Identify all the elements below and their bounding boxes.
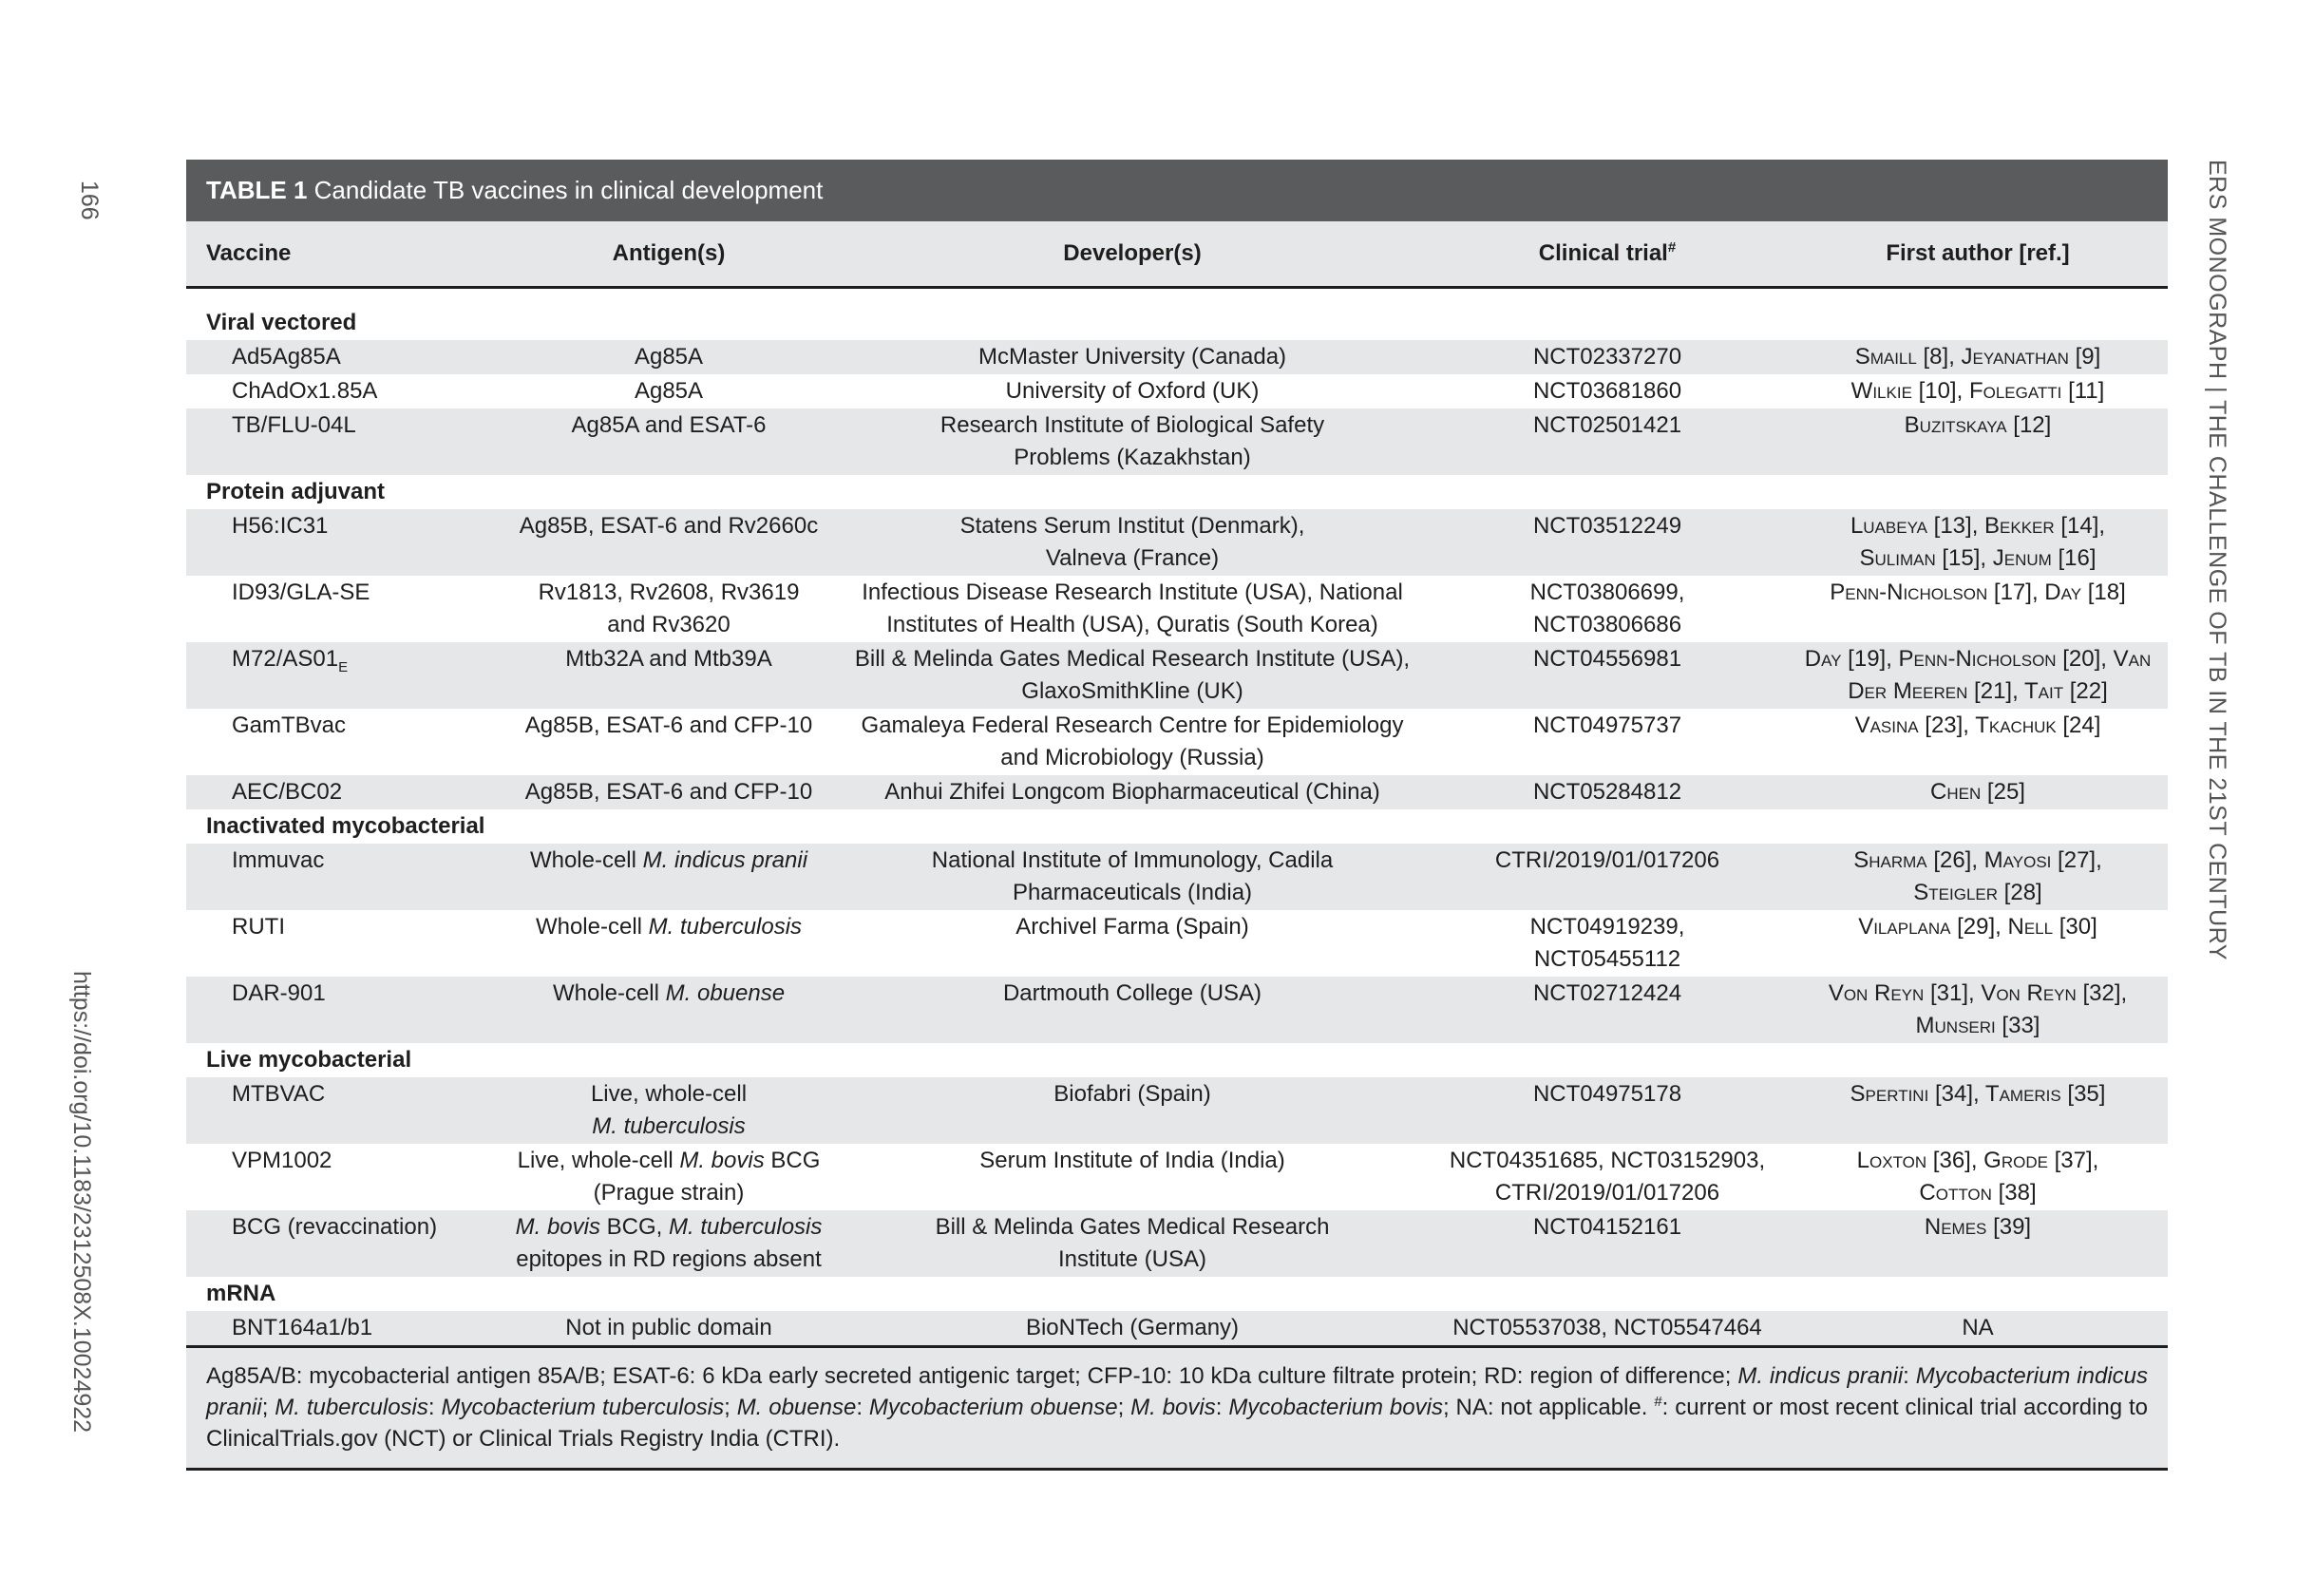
cell-antigen [500,1144,838,1210]
cell-antigen: Ag85B, ESAT-6 and CFP-10 [500,775,838,809]
table-row [186,1311,2168,1347]
cell-trial: NCT04152161 [1427,1210,1788,1277]
cell-antigen [500,1077,838,1144]
cell-developer: Dartmouth College (USA) [838,977,1427,1043]
cell-developer: National Institute of Immunology, Cadila Pharmaceuticals (India) [838,844,1427,910]
section-title: Viral vectored [206,310,357,335]
cell-developer: Bill & Melinda Gates Medical Research Institute (USA) [838,1210,1427,1277]
footnote-text: ; [724,1395,737,1420]
antigen-text: Whole-cell [529,847,643,873]
cell-vaccine: BCG (revaccination) [186,1210,500,1277]
antigen-text: Whole-cell [535,914,649,940]
antigen-species: M. bovis [679,1148,765,1173]
table-row [186,576,2168,642]
table-row [186,977,2168,1043]
cell-author: Penn-Nicholson [17], Day [18] [1830,580,2126,605]
antigen-species: M. tuberculosis [592,1113,746,1139]
table-footnote [186,1348,2168,1471]
cell-author: Smaill [8], Jeyanathan [9] [1788,340,2168,374]
cell-antigen: Rv1813, Rv2608, Rv3619 and Rv3620 [538,580,800,637]
vaccine-subscript: E [338,658,349,675]
header-author: First author [ref.] [1788,221,2168,288]
cell-author: Spertini [34], Tameris [35] [1788,1077,2168,1144]
cell-author: Vilaplana [29], Nell [30] [1858,914,2097,940]
cell-vaccine: TB/FLU-04L [186,408,500,475]
cell-antigen [500,910,838,977]
cell-developer: Anhui Zhifei Longcom Biopharmaceutical (China) [838,775,1427,809]
cell-developer: McMaster University (Canada) [838,340,1427,374]
cell-vaccine: MTBVAC [186,1077,500,1144]
doi-link[interactable]: https://doi.org/10.1183/2312508X.10024922 [68,971,95,1434]
section-title: Protein adjuvant [206,479,386,504]
section-row [186,306,2168,340]
cell-developer: Bill & Melinda Gates Medical Research Institute (USA), GlaxoSmithKline (UK) [838,642,1427,709]
header-vaccine: Vaccine [186,221,500,288]
page-number: 166 [76,180,103,220]
section-title: Live mycobacterial [206,1047,412,1073]
footnote-text: : [1903,1363,1916,1389]
antigen-line-2: epitopes in RD regions absent [516,1246,822,1272]
cell-antigen: Ag85A [500,340,838,374]
cell-antigen: Ag85B, ESAT-6 and Rv2660c [500,509,838,576]
cell-antigen: Ag85A and ESAT-6 [500,408,838,475]
cell-vaccine: Immuvac [186,844,500,910]
section-title: mRNA [206,1281,276,1306]
table-row [186,844,2168,910]
antigen-text: Whole-cell [552,980,666,1006]
cell-author: Loxton [36], Grode [37], Cotton [38] [1856,1148,2099,1206]
cell-vaccine: GamTBvac [232,712,347,738]
cell-vaccine: Ad5Ag85A [186,340,500,374]
antigen-species: M. tuberculosis [648,914,803,940]
cell-antigen [500,844,838,910]
cell-antigen: Mtb32A and Mtb39A [500,642,838,709]
table-header-row [186,221,2168,288]
cell-vaccine: DAR-901 [186,977,500,1043]
cell-author: Day [19], Penn-Nicholson [20], Van Der Meeren [21], Tait [22] [1788,642,2168,709]
cell-trial: NCT02501421 [1427,408,1788,475]
table-row [186,642,2168,709]
cell-trial: CTRI/2019/01/017206 [1427,844,1788,910]
antigen-line [507,1211,830,1244]
section-row [186,809,2168,844]
antigen-text: BCG, [599,1214,669,1240]
antigen-species: M. bovis [515,1214,600,1240]
cell-antigen [500,1210,838,1277]
trial-line-2: CTRI/2019/01/017206 [1494,1180,1720,1206]
cell-vaccine: ID93/GLA-SE [232,580,370,605]
cell-author: Vasina [23], Tkachuk [24] [1854,712,2101,738]
footnote-text: ; [261,1395,275,1420]
cell-vaccine: BNT164a1/b1 [186,1311,500,1347]
cell-developer: Archivel Farma (Spain) [1015,914,1249,940]
header-antigens: Antigen(s) [500,221,838,288]
antigen-line-2: (Prague strain) [593,1180,745,1206]
cell-trial: NCT05537038, NCT05547464 [1427,1311,1788,1347]
table-title: Candidate TB vaccines in clinical development [313,176,824,204]
cell-trial: NCT02712424 [1427,977,1788,1043]
footnote-italic: M. indicus pranii [1737,1363,1904,1389]
header-developers: Developer(s) [838,221,1427,288]
vaccine-table [186,221,2168,1348]
cell-trial: NCT05284812 [1427,775,1788,809]
cell-author: Wilkie [10], Folegatti [11] [1850,378,2105,404]
cell-trial: NCT02337270 [1427,340,1788,374]
table-row [186,340,2168,374]
cell-developer: Gamaleya Federal Research Centre for Epidemiology and Microbiology (Russia) [861,712,1404,770]
table-row [186,1210,2168,1277]
table-row [186,408,2168,475]
cell-author: Von Reyn [31], Von Reyn [32], Munseri [33] [1788,977,2168,1043]
footnote-text: Ag85A/B: mycobacterial antigen 85A/B; ESAT-6: 6 kDa early secreted antigenic target; CFP-10: 10 kDa culture filtrate protein; RD: region of difference; [206,1363,1738,1389]
cell-antigen: Ag85A [634,378,704,404]
antigen-species: M. obuense [665,980,786,1006]
footnote-text: : [1215,1395,1229,1420]
antigen-text: Live, whole-cell [517,1148,680,1173]
footnote-text: ; [1117,1395,1131,1420]
section-row [186,1277,2168,1311]
cell-developer: Research Institute of Biological Safety Problems (Kazakhstan) [838,408,1427,475]
footnote-mark: # [1654,1394,1662,1410]
antigen-line [507,1145,830,1177]
footnote-italic: Mycobacterium tuberculosis [441,1395,725,1420]
cell-antigen [500,977,838,1043]
table-caption [186,160,2168,221]
cell-developer: Biofabri (Spain) [838,1077,1427,1144]
cell-trial: NCT04975178 [1427,1077,1788,1144]
antigen-line: Live, whole-cell [590,1081,748,1107]
cell-trial: NCT04919239, NCT05455112 [1529,914,1685,972]
cell-developer: BioNTech (Germany) [838,1311,1427,1347]
cell-developer: University of Oxford (UK) [1005,378,1260,404]
header-trial-label: Clinical trial [1538,240,1668,266]
cell-developer: Serum Institute of India (India) [979,1148,1285,1173]
cell-trial: NCT04975737 [1532,712,1682,738]
footnote-italic: Mycobacterium indicus pranii [206,1363,2149,1420]
table-row [186,509,2168,576]
antigen-species-2: M. tuberculosis [668,1214,823,1240]
section-row [186,1043,2168,1077]
antigen-text-rest: BCG [764,1148,821,1173]
section-title: Inactivated mycobacterial [206,813,485,839]
footnote-italic: M. obuense [736,1395,857,1420]
cell-antigen: Not in public domain [500,1311,838,1347]
cell-author: Nemes [39] [1788,1210,2168,1277]
cell-trial [1427,1144,1788,1210]
section-row [186,475,2168,509]
footnote-italic: Mycobacterium bovis [1228,1395,1443,1420]
cell-vaccine: RUTI [232,914,285,940]
table-label: TABLE 1 [206,176,308,204]
table-container [186,160,2168,1471]
footnote-text: : [856,1395,869,1420]
cell-antigen: Ag85B, ESAT-6 and CFP-10 [524,712,813,738]
cell-vaccine: ChAdOx1.85A [232,378,378,404]
footnote-text: : current or most recent clinical trial according to ClinicalTrials.gov (NCT) or Clinical Trials Registry India (CTRI). [206,1395,2148,1452]
header-trial [1427,221,1788,288]
table-row [186,775,2168,809]
cell-developer: Statens Serum Institut (Denmark), Valneva (France) [838,509,1427,576]
footnote-italic: M. bovis [1130,1395,1216,1420]
cell-vaccine: AEC/BC02 [186,775,500,809]
footnote-text: : [427,1395,442,1420]
cell-trial: NCT03681860 [1532,378,1682,404]
cell-vaccine [186,642,500,709]
table-row [186,1144,2168,1210]
trial-line: NCT04351685, NCT03152903, [1449,1148,1766,1173]
footnote-italic: M. tuberculosis [275,1395,428,1420]
cell-trial: NCT03806699, NCT03806686 [1529,580,1685,637]
cell-trial: NCT03512249 [1427,509,1788,576]
cell-author: Sharma [26], Mayosi [27], Steigler [28] [1788,844,2168,910]
cell-trial: NCT04556981 [1427,642,1788,709]
vaccine-name: M72/AS01 [232,646,339,672]
table-row [186,374,2168,408]
cell-author: Chen [25] [1788,775,2168,809]
table-row [186,910,2168,977]
table-row [186,1077,2168,1144]
antigen-species: M. indicus pranii [642,847,808,873]
header-trial-mark: # [1667,239,1677,256]
cell-developer: Infectious Disease Research Institute (USA), National Institutes of Health (USA), Quratis (South Korea) [862,580,1403,637]
table-row [186,709,2168,775]
cell-author: Buzitskaya [12] [1788,408,2168,475]
cell-vaccine: VPM1002 [232,1148,332,1173]
cell-author: NA [1788,1311,2168,1347]
footnote-italic: Mycobacterium obuense [868,1395,1118,1420]
footnote-text: ; NA: not applicable. [1442,1395,1655,1420]
running-head: ERS MONOGRAPH | THE CHALLENGE OF TB IN THE 21ST CENTURY [2204,160,2230,960]
cell-vaccine: H56:IC31 [186,509,500,576]
cell-author: Luabeya [13], Bekker [14], Suliman [15], Jenum [16] [1788,509,2168,576]
